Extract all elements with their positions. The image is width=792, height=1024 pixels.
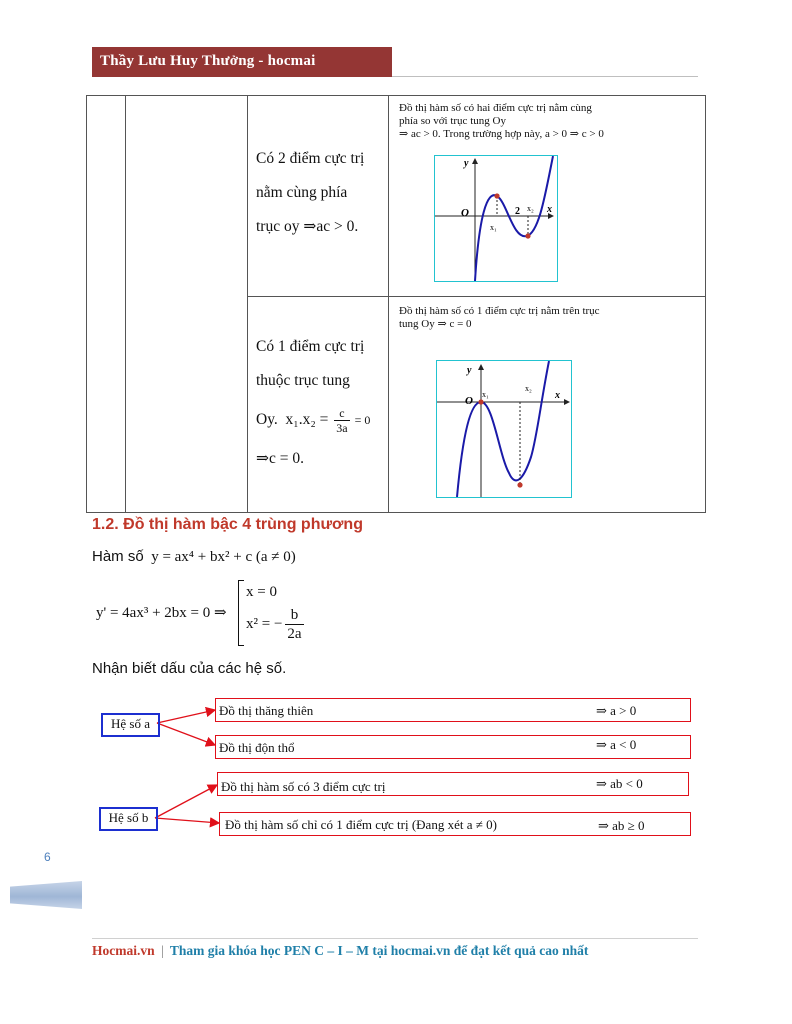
footer-site: Hocmai.vn	[92, 943, 155, 958]
footer-rule	[92, 938, 698, 939]
origin-label: O	[465, 395, 473, 407]
arrow-a-1	[157, 710, 215, 723]
recognize-text: Nhận biết dấu của các hệ số.	[92, 660, 287, 677]
condition-box-2: Đồ thị độn thổ ⇒ a < 0	[215, 735, 691, 759]
function-definition: Hàm số y = ax⁴ + bx² + c (a ≠ 0)	[92, 548, 296, 565]
header-title: Thầy Lưu Huy Thưởng - hocmai	[100, 53, 316, 69]
section-title: 1.2. Đồ thị hàm bậc 4 trùng phương	[92, 516, 363, 533]
arrow-b-1	[155, 785, 217, 818]
x-label: x	[555, 390, 560, 401]
coefficient-b-box: Hệ số b	[99, 807, 158, 831]
row1-condition: Có 2 điểm cực trị nằm cùng phía trục oy ⇒ac > 0.	[256, 150, 365, 235]
x2-label: x₂	[525, 384, 532, 393]
x2-label: x₂	[527, 204, 534, 213]
origin-label: O	[461, 207, 469, 219]
x1-label: x₁	[482, 390, 489, 399]
arrow-a-2	[157, 723, 215, 745]
condition-box-4: Đồ thị hàm số chỉ có 1 điểm cực trị (Đang xét a ≠ 0) ⇒ ab ≥ 0	[219, 812, 691, 836]
row2-note: Đồ thị hàm số có 1 điểm cực trị nằm trên trục tung Oy ⇒ c = 0	[399, 305, 600, 330]
x1-label: x₁	[490, 223, 497, 232]
page-number: 6	[44, 850, 51, 864]
case-x-squared: x² = − $\frac{b}{2a}$	[246, 607, 302, 642]
x-label: x	[547, 204, 552, 215]
condition-box-1: Đồ thị thăng thiên ⇒ a > 0	[215, 698, 691, 722]
y-label: y	[467, 365, 472, 376]
tick-2: 2	[515, 206, 520, 217]
derivative: y' = 4ax³ + 2bx = 0 ⇒	[96, 605, 227, 621]
y-label: y	[464, 158, 469, 169]
case-x-zero: x = 0	[246, 584, 277, 600]
footer: Hocmai.vn | Tham gia khóa học PEN C – I – M tại hocmai.vn để đạt kết quả cao nhất	[92, 943, 589, 958]
arrow-b-2	[155, 818, 219, 823]
coefficient-a-box: Hệ số a	[101, 713, 160, 737]
condition-box-3: Đồ thị hàm số có 3 điểm cực trị ⇒ ab < 0	[217, 772, 689, 796]
row1-note: Đồ thị hàm số có hai điểm cực trị nằm cùng phía so với trục tung Oy ⇒ ac > 0. Trong trường hợp này, a > 0 ⇒ c > 0	[399, 102, 604, 140]
footer-text: Tham gia khóa học PEN C – I – M tại hocmai.vn để đạt kết quả cao nhất	[169, 943, 589, 958]
row2-condition: Có 1 điểm cực trị thuộc trục tung Oy. x₁.x₂ = $\frac{c}{3a}$ = 0 ⇒c = 0.	[256, 338, 371, 467]
